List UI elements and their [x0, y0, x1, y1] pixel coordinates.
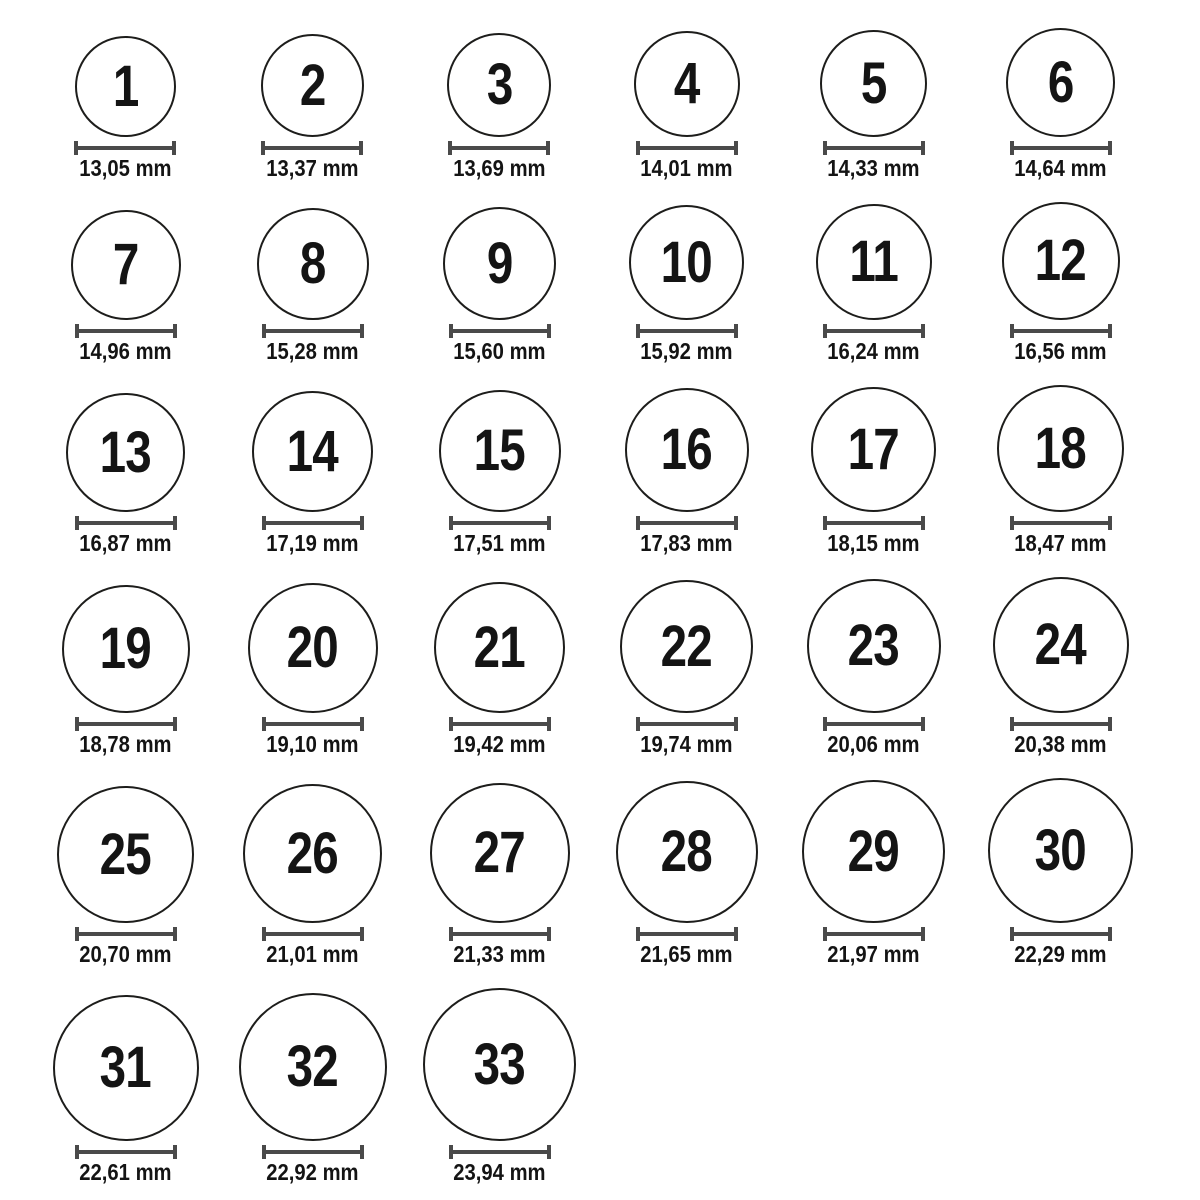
diameter-label: 17,51 mm [453, 530, 546, 556]
ring-circle [993, 577, 1129, 713]
ring-size-number: 22 [660, 613, 713, 679]
dimension-tick-right [360, 1145, 364, 1159]
dimension-tick-right [173, 324, 177, 338]
ring-circle [53, 995, 199, 1141]
diameter-label: 17,19 mm [266, 530, 359, 556]
diameter-label: 22,92 mm [266, 1159, 359, 1185]
dimension-tick-right [1108, 516, 1112, 530]
diameter-label: 18,15 mm [827, 530, 920, 556]
dimension-tick-right [546, 141, 550, 155]
ring-size-number: 6 [1047, 49, 1074, 115]
diameter-label: 22,61 mm [79, 1159, 172, 1185]
diameter-dimension-line [449, 932, 551, 936]
ring-size-cell [430, 783, 570, 966]
ring-circle [439, 390, 561, 512]
ring-circle [988, 778, 1133, 923]
dimension-tick-right [172, 141, 176, 155]
dimension-tick-right [734, 141, 738, 155]
diameter-label: 15,28 mm [266, 338, 359, 364]
dimension-tick-right [360, 717, 364, 731]
dimension-tick-right [921, 324, 925, 338]
ring-size-cell [434, 582, 565, 756]
ring-size-number: 8 [299, 231, 326, 296]
ring-circle [447, 33, 551, 137]
dimension-tick-left [636, 927, 640, 941]
ring-size-number: 16 [660, 417, 713, 482]
diameter-dimension-line [262, 932, 364, 936]
diameter-label: 21,33 mm [453, 941, 546, 967]
diameter-label: 13,69 mm [453, 155, 546, 181]
dimension-tick-right [1108, 927, 1112, 941]
ring-size-cell [1002, 202, 1120, 363]
diameter-dimension-line [262, 1150, 364, 1154]
ring-size-number: 1 [112, 53, 139, 119]
diameter-dimension-line [823, 932, 925, 936]
ring-size-number: 9 [486, 230, 513, 296]
diameter-dimension-line [449, 521, 551, 525]
ring-size-cell [73, 36, 178, 180]
dimension-tick-right [360, 927, 364, 941]
dimension-tick-left [823, 927, 827, 941]
dimension-tick-right [547, 717, 551, 731]
ring-circle [997, 385, 1124, 512]
diameter-dimension-line [1010, 722, 1112, 726]
dimension-tick-left [449, 516, 453, 530]
ring-size-number: 21 [473, 614, 526, 680]
ring-circle [423, 988, 576, 1141]
ring-circle [62, 585, 190, 713]
diameter-label: 19,74 mm [640, 731, 733, 757]
ring-size-cell [1006, 28, 1115, 180]
dimension-tick-left [823, 717, 827, 731]
diameter-label: 20,70 mm [79, 941, 172, 967]
diameter-label: 16,56 mm [1014, 338, 1107, 364]
ring-size-number: 27 [473, 820, 526, 885]
diameter-label: 21,65 mm [640, 941, 733, 967]
ring-size-cell [997, 385, 1124, 555]
ring-circle [807, 579, 941, 713]
ring-circle [66, 393, 185, 512]
ring-size-number: 11 [849, 229, 898, 294]
dimension-tick-right [547, 516, 551, 530]
ring-size-cell [634, 31, 740, 180]
ring-size-cell [443, 207, 556, 363]
dimension-tick-right [360, 516, 364, 530]
ring-size-cell [620, 580, 753, 756]
dimension-tick-right [734, 927, 738, 941]
diameter-dimension-line [636, 146, 738, 150]
dimension-tick-left [449, 1145, 453, 1159]
dimension-tick-left [1010, 516, 1014, 530]
ring-size-number: 26 [286, 820, 339, 886]
dimension-tick-right [173, 516, 177, 530]
ring-size-number: 13 [99, 419, 152, 485]
diameter-dimension-line [262, 329, 364, 333]
dimension-tick-left [636, 717, 640, 731]
diameter-dimension-line [75, 521, 177, 525]
ring-size-number: 19 [99, 616, 152, 681]
dimension-tick-left [449, 927, 453, 941]
dimension-tick-right [1108, 717, 1112, 731]
diameter-dimension-line [75, 722, 177, 726]
ring-circle [75, 36, 176, 137]
ring-size-cell [816, 204, 932, 363]
ring-circle [248, 583, 378, 713]
ring-circle [802, 780, 945, 923]
ring-size-number: 7 [112, 232, 139, 297]
dimension-tick-right [360, 324, 364, 338]
diameter-label: 22,29 mm [1014, 941, 1107, 967]
ring-size-number: 3 [486, 52, 513, 117]
ring-size-number: 12 [1034, 228, 1087, 293]
dimension-tick-left [448, 141, 452, 155]
ring-size-number: 15 [473, 418, 526, 483]
diameter-dimension-line [823, 146, 925, 150]
diameter-dimension-line [262, 521, 364, 525]
dimension-tick-left [262, 927, 266, 941]
diameter-dimension-line [823, 722, 925, 726]
ring-circle [1002, 202, 1120, 320]
diameter-dimension-line [74, 146, 176, 150]
diameter-label: 14,64 mm [1014, 155, 1107, 181]
ring-size-cell [629, 205, 744, 363]
dimension-tick-left [449, 717, 453, 731]
ring-size-number: 17 [847, 416, 900, 482]
diameter-label: 18,78 mm [79, 731, 172, 757]
dimension-tick-left [823, 324, 827, 338]
ring-size-cell [802, 780, 945, 966]
ring-size-cell [447, 33, 552, 180]
ring-circle [820, 30, 927, 137]
ring-size-cell [625, 388, 749, 555]
ring-circle [261, 34, 364, 137]
ring-size-number: 4 [673, 51, 700, 116]
dimension-tick-left [636, 324, 640, 338]
ring-circle [625, 388, 749, 512]
diameter-dimension-line [1010, 146, 1112, 150]
ring-circle [1006, 28, 1115, 137]
ring-size-number: 24 [1034, 612, 1087, 677]
diameter-dimension-line [636, 722, 738, 726]
diameter-label: 16,24 mm [827, 338, 920, 364]
ring-circle [252, 391, 373, 512]
ring-size-cell [616, 781, 758, 966]
dimension-tick-right [359, 141, 363, 155]
ring-size-number: 30 [1034, 817, 1087, 883]
ring-size-cell [62, 585, 190, 756]
diameter-label: 18,47 mm [1014, 530, 1107, 556]
dimension-tick-right [734, 717, 738, 731]
ring-size-number: 28 [660, 819, 713, 884]
diameter-dimension-line [75, 1150, 177, 1154]
dimension-tick-left [262, 324, 266, 338]
dimension-tick-right [1108, 324, 1112, 338]
dimension-tick-right [173, 927, 177, 941]
diameter-label: 21,01 mm [266, 941, 359, 967]
ring-size-number: 18 [1034, 415, 1087, 481]
diameter-dimension-line [636, 521, 738, 525]
diameter-label: 13,05 mm [79, 155, 172, 181]
dimension-tick-left [75, 1145, 79, 1159]
dimension-tick-left [823, 516, 827, 530]
diameter-dimension-line [1010, 932, 1112, 936]
ring-size-cell [243, 784, 382, 966]
ring-size-cell [252, 391, 373, 555]
diameter-label: 19,10 mm [266, 731, 359, 757]
ring-size-cell [423, 988, 576, 1184]
diameter-dimension-line [448, 146, 550, 150]
dimension-tick-left [823, 141, 827, 155]
ring-size-cell [239, 993, 387, 1184]
dimension-tick-left [1010, 141, 1014, 155]
ring-size-number: 10 [660, 229, 713, 295]
dimension-tick-right [547, 927, 551, 941]
dimension-tick-right [734, 324, 738, 338]
diameter-label: 20,06 mm [827, 731, 920, 757]
diameter-dimension-line [823, 521, 925, 525]
ring-size-number: 5 [860, 50, 887, 116]
ring-size-cell [57, 786, 194, 966]
dimension-tick-right [734, 516, 738, 530]
diameter-label: 14,33 mm [827, 155, 920, 181]
ring-circle [620, 580, 753, 713]
diameter-dimension-line [823, 329, 925, 333]
ring-size-cell [439, 390, 561, 555]
ring-circle [239, 993, 387, 1141]
dimension-tick-right [173, 1145, 177, 1159]
diameter-dimension-line [636, 329, 738, 333]
dimension-tick-left [636, 516, 640, 530]
ring-circle [616, 781, 758, 923]
dimension-tick-left [449, 324, 453, 338]
ring-size-number: 25 [99, 821, 152, 887]
diameter-label: 14,01 mm [640, 155, 733, 181]
dimension-tick-left [74, 141, 78, 155]
ring-size-cell [807, 579, 941, 756]
dimension-tick-left [75, 927, 79, 941]
ring-size-cell [257, 208, 369, 363]
dimension-tick-left [1010, 717, 1014, 731]
diameter-dimension-line [75, 329, 177, 333]
diameter-dimension-line [449, 1150, 551, 1154]
diameter-label: 23,94 mm [453, 1159, 546, 1185]
ring-size-number: 33 [473, 1031, 526, 1097]
diameter-label: 15,92 mm [640, 338, 733, 364]
diameter-label: 17,83 mm [640, 530, 733, 556]
ring-size-number: 2 [299, 52, 326, 118]
ring-size-cell [53, 995, 199, 1184]
ring-size-number: 32 [286, 1034, 339, 1099]
dimension-tick-left [1010, 324, 1014, 338]
diameter-label: 20,38 mm [1014, 731, 1107, 757]
ring-size-cell [820, 30, 927, 180]
ring-circle [434, 582, 565, 713]
ring-size-number: 20 [286, 615, 339, 680]
diameter-label: 14,96 mm [79, 338, 172, 364]
ring-circle [629, 205, 744, 320]
ring-circle [816, 204, 932, 320]
ring-size-cell [811, 387, 936, 555]
dimension-tick-right [921, 717, 925, 731]
diameter-label: 13,37 mm [266, 155, 359, 181]
ring-size-cell [248, 583, 378, 756]
ring-circle [443, 207, 556, 320]
dimension-tick-right [921, 141, 925, 155]
dimension-tick-left [636, 141, 640, 155]
ring-circle [811, 387, 936, 512]
dimension-tick-right [547, 1145, 551, 1159]
diameter-dimension-line [261, 146, 363, 150]
ring-circle [71, 210, 181, 320]
ring-size-cell [993, 577, 1129, 756]
diameter-dimension-line [262, 722, 364, 726]
dimension-tick-left [75, 717, 79, 731]
ring-size-cell [260, 34, 365, 180]
diameter-dimension-line [449, 722, 551, 726]
ring-circle [243, 784, 382, 923]
ring-size-cell [66, 393, 185, 555]
ring-size-number: 31 [99, 1035, 152, 1100]
dimension-tick-right [547, 324, 551, 338]
diameter-label: 15,60 mm [453, 338, 546, 364]
diameter-dimension-line [1010, 521, 1112, 525]
dimension-tick-right [921, 516, 925, 530]
dimension-tick-left [262, 1145, 266, 1159]
dimension-tick-right [173, 717, 177, 731]
ring-circle [430, 783, 570, 923]
ring-circle [57, 786, 194, 923]
diameter-dimension-line [75, 932, 177, 936]
dimension-tick-left [75, 516, 79, 530]
ring-circle [257, 208, 369, 320]
dimension-tick-right [921, 927, 925, 941]
dimension-tick-left [75, 324, 79, 338]
ring-size-number: 23 [847, 613, 900, 678]
dimension-tick-left [262, 516, 266, 530]
diameter-label: 16,87 mm [79, 530, 172, 556]
dimension-tick-left [262, 717, 266, 731]
ring-size-number: 14 [286, 418, 339, 484]
ring-size-cell [988, 778, 1133, 966]
ring-circle [634, 31, 740, 137]
diameter-label: 19,42 mm [453, 731, 546, 757]
diameter-label: 21,97 mm [827, 941, 920, 967]
diameter-dimension-line [449, 329, 551, 333]
diameter-dimension-line [636, 932, 738, 936]
diameter-dimension-line [1010, 329, 1112, 333]
ring-size-number: 29 [847, 818, 900, 884]
ring-size-cell [71, 210, 181, 363]
dimension-tick-left [261, 141, 265, 155]
dimension-tick-left [1010, 927, 1014, 941]
dimension-tick-right [1108, 141, 1112, 155]
